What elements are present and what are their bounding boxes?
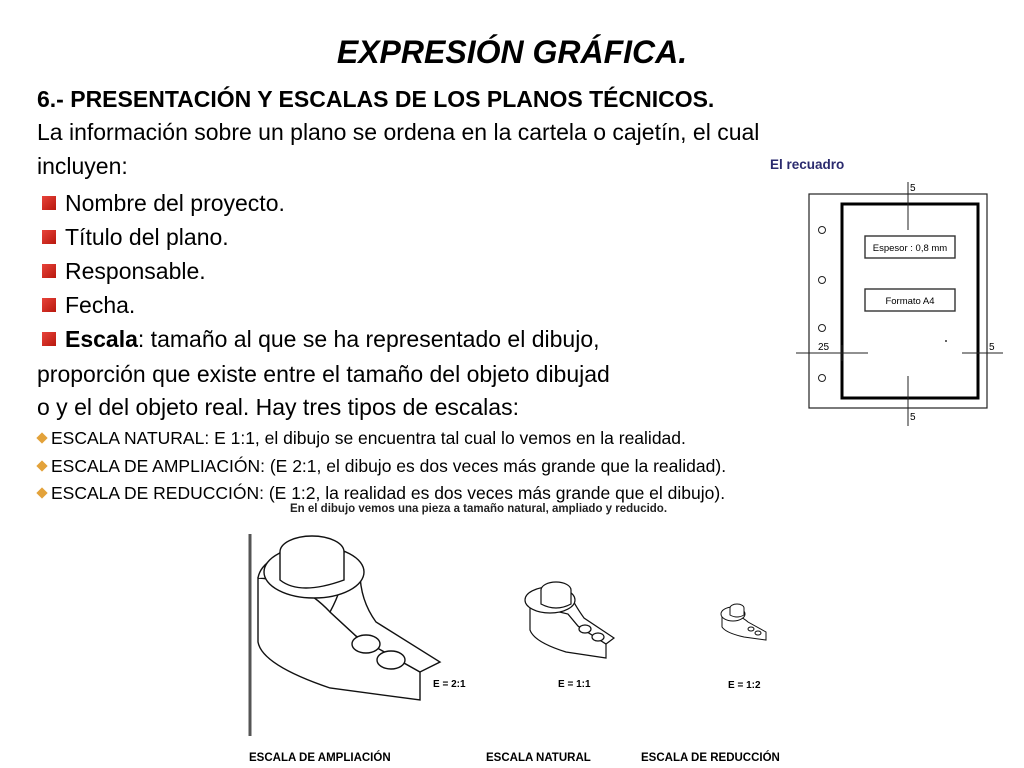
part-scale-1-1	[525, 582, 614, 658]
footer-reduccion: ESCALA DE REDUCCIÓN	[641, 752, 780, 764]
figure-caption: En el dibujo vemos una pieza a tamaño natural, ampliado y reducido.	[290, 503, 668, 515]
escala-continuation-2: o y el del objeto real. Hay tres tipos de escalas:	[37, 394, 519, 420]
diamond-bullet-icon	[36, 460, 47, 471]
red-square-bullet-icon	[42, 230, 56, 244]
scale-label-1-1: E = 1:1	[558, 679, 591, 690]
recuadro-diagram	[785, 176, 1005, 428]
bullet-item-responsable	[42, 258, 206, 285]
scale-type-text: ESCALA DE AMPLIACIÓN: (E 2:1, el dibujo es dos veces más grande que la realidad).	[51, 456, 727, 476]
scale-type-natural	[38, 428, 686, 449]
red-square-bullet-icon	[42, 298, 56, 312]
footer-natural: ESCALA NATURAL	[486, 752, 591, 764]
part-scale-1-2	[721, 604, 766, 640]
scale-type-text: ESCALA NATURAL: E 1:1, el dibujo se encuentra tal cual lo vemos en la realidad.	[51, 428, 686, 448]
escala-term: Escala	[65, 326, 138, 352]
part-scale-2-1	[258, 536, 440, 700]
intro-line-1: La información sobre un plano se ordena en la cartela o cajetín, el cual	[37, 119, 760, 145]
dim-label-left: 25	[818, 342, 830, 353]
bullet-item-titulo	[42, 224, 229, 251]
red-square-bullet-icon	[42, 264, 56, 278]
page-title: EXPRESIÓN GRÁFICA.	[336, 34, 688, 70]
section-heading: 6.- PRESENTACIÓN Y ESCALAS DE LOS PLANOS TÉCNICOS.	[37, 86, 715, 112]
diamond-bullet-icon	[36, 432, 47, 443]
dim-label-right: 5	[989, 342, 995, 353]
red-square-bullet-icon	[42, 332, 56, 346]
bullet-text: Nombre del proyecto.	[65, 190, 285, 216]
bullet-text: Responsable.	[65, 258, 206, 284]
scaled-parts-figure	[240, 520, 800, 740]
bullet-text: Fecha.	[65, 292, 136, 318]
bullet-item-escala	[42, 326, 600, 353]
footer-ampliacion: ESCALA DE AMPLIACIÓN	[249, 752, 391, 764]
scale-type-ampliacion	[38, 456, 726, 477]
scale-type-reduccion	[38, 483, 725, 504]
dim-label-top: 5	[910, 183, 916, 194]
scale-type-text: ESCALA DE REDUCCIÓN: (E 1:2, la realidad es dos veces más grande que el dibujo).	[51, 483, 726, 503]
bullet-item-proyecto	[42, 190, 285, 217]
bullet-item-fecha	[42, 292, 135, 319]
espesor-text: Espesor : 0,8 mm	[872, 243, 948, 254]
intro-line-2: incluyen:	[37, 153, 128, 179]
dot-mark	[945, 340, 947, 342]
formato-text: Formato A4	[885, 296, 935, 307]
diamond-bullet-icon	[36, 487, 47, 498]
escala-continuation-1: proporción que existe entre el tamaño del objeto dibujad	[37, 361, 610, 387]
dim-label-bottom: 5	[910, 412, 916, 423]
bullet-text: Título del plano.	[65, 224, 229, 250]
recuadro-label: El recuadro	[770, 157, 845, 172]
scale-label-2-1: E = 2:1	[433, 679, 466, 690]
red-square-bullet-icon	[42, 196, 56, 210]
scale-label-1-2: E = 1:2	[728, 680, 761, 691]
escala-definition: : tamaño al que se ha representado el dibujo,	[137, 326, 600, 352]
